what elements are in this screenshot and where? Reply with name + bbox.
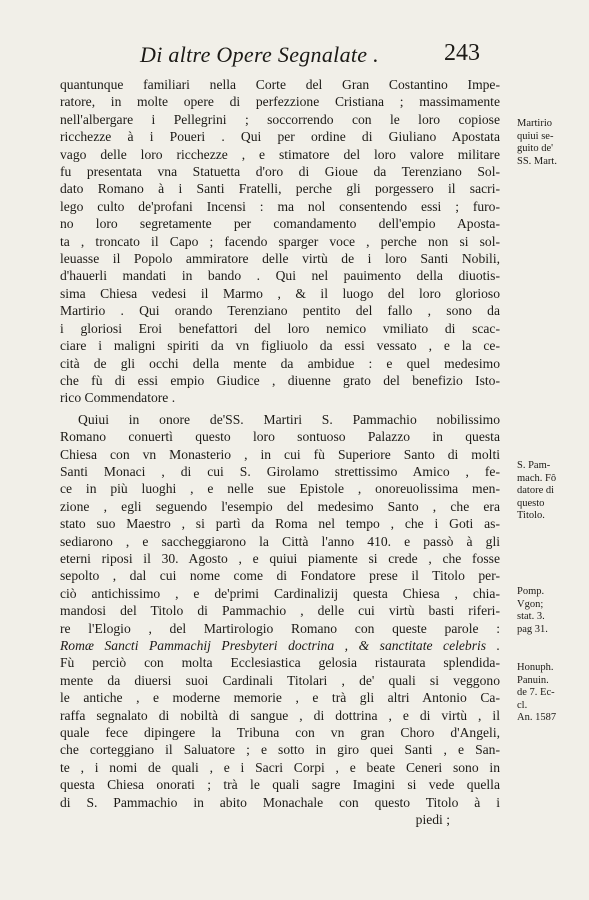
text-line: ta , troncato il Capo ; facendo sparger voce , perche non si sol- <box>60 233 500 249</box>
text-line: te , i nomi de quali , e i Sacri Corpi , e beate Ceneri sono in <box>60 759 500 775</box>
text-line: sediarono , e saccheggiarono la Città l'anno 410. e passò à gli <box>60 533 500 549</box>
margin-note-pomp <box>517 586 583 636</box>
text-line: nell'albergare i Pellegrini ; soccorrendo con le loro copiose <box>60 111 500 127</box>
margin-note-pammachio <box>517 460 583 523</box>
text-line: di S. Pammachio in abito Monachale con questo Titolo à i <box>60 794 500 810</box>
text-line: quale fece dipingere la Tribuna con vn gran Choro d'Angeli, <box>60 725 500 741</box>
text-line: stato suo Maestro , si partì da Roma nel tempo , che i Goti as- <box>60 516 500 532</box>
text-line: ricchezze à i Poueri . Qui per ordine di Giuliano Apostata <box>60 129 500 145</box>
text-line: Romano conuertì questo loro sontuoso Palazzo in questa <box>60 429 500 445</box>
text-line: vago delle loro ricchezze , e stimatore del loro valore militare <box>60 146 500 162</box>
paragraph-2 <box>60 411 500 637</box>
text-line: fu presentata vna Statuetta d'oro di Gioue da Terenziano Sol- <box>60 164 500 180</box>
note-line: cl. <box>517 699 528 711</box>
text-line: che corteggiano il Saluatore ; e sotto in giro quei Santi , e San- <box>60 742 500 758</box>
text-line: ratore, in molte opere di perfezzione Cristiana ; massimamente <box>60 94 500 110</box>
text-line: Fù perciò con molta Ecclesiastica gelosia ristaurata splendida- <box>60 655 500 671</box>
text-line: mandosi del Titolo di Pammachio , delle cui virtù basti riferi- <box>60 603 500 619</box>
note-line: questo <box>517 497 545 509</box>
text-line: mente da diuersi suoi Cardinali Titolari , de' quali si veggono <box>60 672 500 688</box>
text-line: sepolto , dal cui nome come di Fondatore prese il Titolo per- <box>60 568 500 584</box>
note-line: An. 1587 <box>517 712 557 723</box>
catchword: piedi ; <box>415 812 450 828</box>
note-line: de 7. Ec- <box>517 687 555 698</box>
note-line: quiui se- <box>517 130 554 142</box>
text-line: sima Chiesa vedesi il Marmo , & il luogo del loro glorioso <box>60 285 500 301</box>
text-line: che fù di essi empio Giudice , diuenne grato del benefizio Isto- <box>60 372 500 388</box>
text-line: dato Romano à i Santi Fratelli, perche gli porgessero il sacri- <box>60 181 500 197</box>
note-line: Panuin. <box>517 674 549 686</box>
paragraph-1 <box>60 76 500 407</box>
note-line: SS. Mart. <box>517 155 557 167</box>
note-line: Vgon; <box>517 598 544 610</box>
text-line: re l'Elogio , del Martirologio Romano con queste parole : <box>60 620 500 636</box>
text-line: Martirio . Qui orando Terenziano pentito del fallo , sono da <box>60 303 500 319</box>
page-number: 243 <box>444 40 480 66</box>
text-line: Santi Monaci , di cui S. Girolamo strettissimo Amico , fe- <box>60 463 500 479</box>
text-line: ciò antichissimo , e de'primi Cardinalizij questa Chiesa , chia- <box>60 585 500 601</box>
text-line: quantunque familiari nella Corte del Gran Costantino Impe- <box>60 77 500 92</box>
text-line: leuasse il Popolo ammiratore delle virtù de i loro Santi Nobili, <box>60 251 500 267</box>
text-line: eterni riposi il 30. Agosto , e quiui piamente si crede , che fosse <box>60 550 500 566</box>
page-header <box>140 40 480 68</box>
note-line: guito de' <box>517 143 554 154</box>
latin-quote: Romæ Sancti Pammachij Presbyteri doctrina , & sanctitate celebris . <box>60 638 500 653</box>
note-line: datore di <box>517 485 555 496</box>
text-line: lego culto de'profani Incensi : ma nol consentendo essi ; furo- <box>60 198 500 214</box>
text-line: ce in più luoghi , e nelle sue Epistole , onoreuolissima men- <box>60 481 500 497</box>
text-line: cità de gli occhi della mente da ambidue : e quel medesimo <box>60 355 500 371</box>
paragraph-3 <box>60 637 500 828</box>
text-line: raffa segnalato di nobiltà di sangue , di dottrina , e di virtù , il <box>60 707 500 723</box>
note-line: pag 31. <box>517 623 548 635</box>
main-text <box>60 76 500 828</box>
text-line: questa Chiesa onorati ; trà le quali sagre Imagini si vede quella <box>60 777 500 793</box>
margin-note-martirio <box>517 118 583 168</box>
text-line: ciare i maligni spiriti da vn figliuolo da essi vessato , e la ce- <box>60 338 500 354</box>
text-line: Chiesa con vn Monasterio , in cui fù Superiore Santo di molti <box>60 446 500 462</box>
note-line: stat. 3. <box>517 611 545 622</box>
note-line: Pomp. <box>517 586 545 597</box>
text-line: i gloriosi Eroi benefattori del loro nemico vmiliato di scac- <box>60 320 500 336</box>
text-line: zione , egli seguendo l'esempio del medesimo Santo , che era <box>60 498 500 514</box>
margin-note-honuph <box>517 662 583 725</box>
note-line: S. Pam- <box>517 460 551 471</box>
note-line: Martirio <box>517 118 552 129</box>
running-title: Di altre Opere Segnalate . <box>140 42 379 67</box>
note-line: mach. Fô <box>517 472 557 484</box>
note-line: Honuph. <box>517 662 554 673</box>
note-line: Titolo. <box>517 510 545 521</box>
text-line: rico Commendatore . <box>60 390 176 406</box>
text-line: no loro segretamente per comandamento dell'empio Aposta- <box>60 216 500 232</box>
text-line: Quiui in onore de'SS. Martiri S. Pammachio nobilissimo <box>78 411 500 427</box>
text-line: d'hauerli mandati in bando . Qui nel pauimento della diuotis- <box>60 268 500 284</box>
text-line: le antiche , e moderne memorie , e trà gli altri Antonio Ca- <box>60 690 500 706</box>
